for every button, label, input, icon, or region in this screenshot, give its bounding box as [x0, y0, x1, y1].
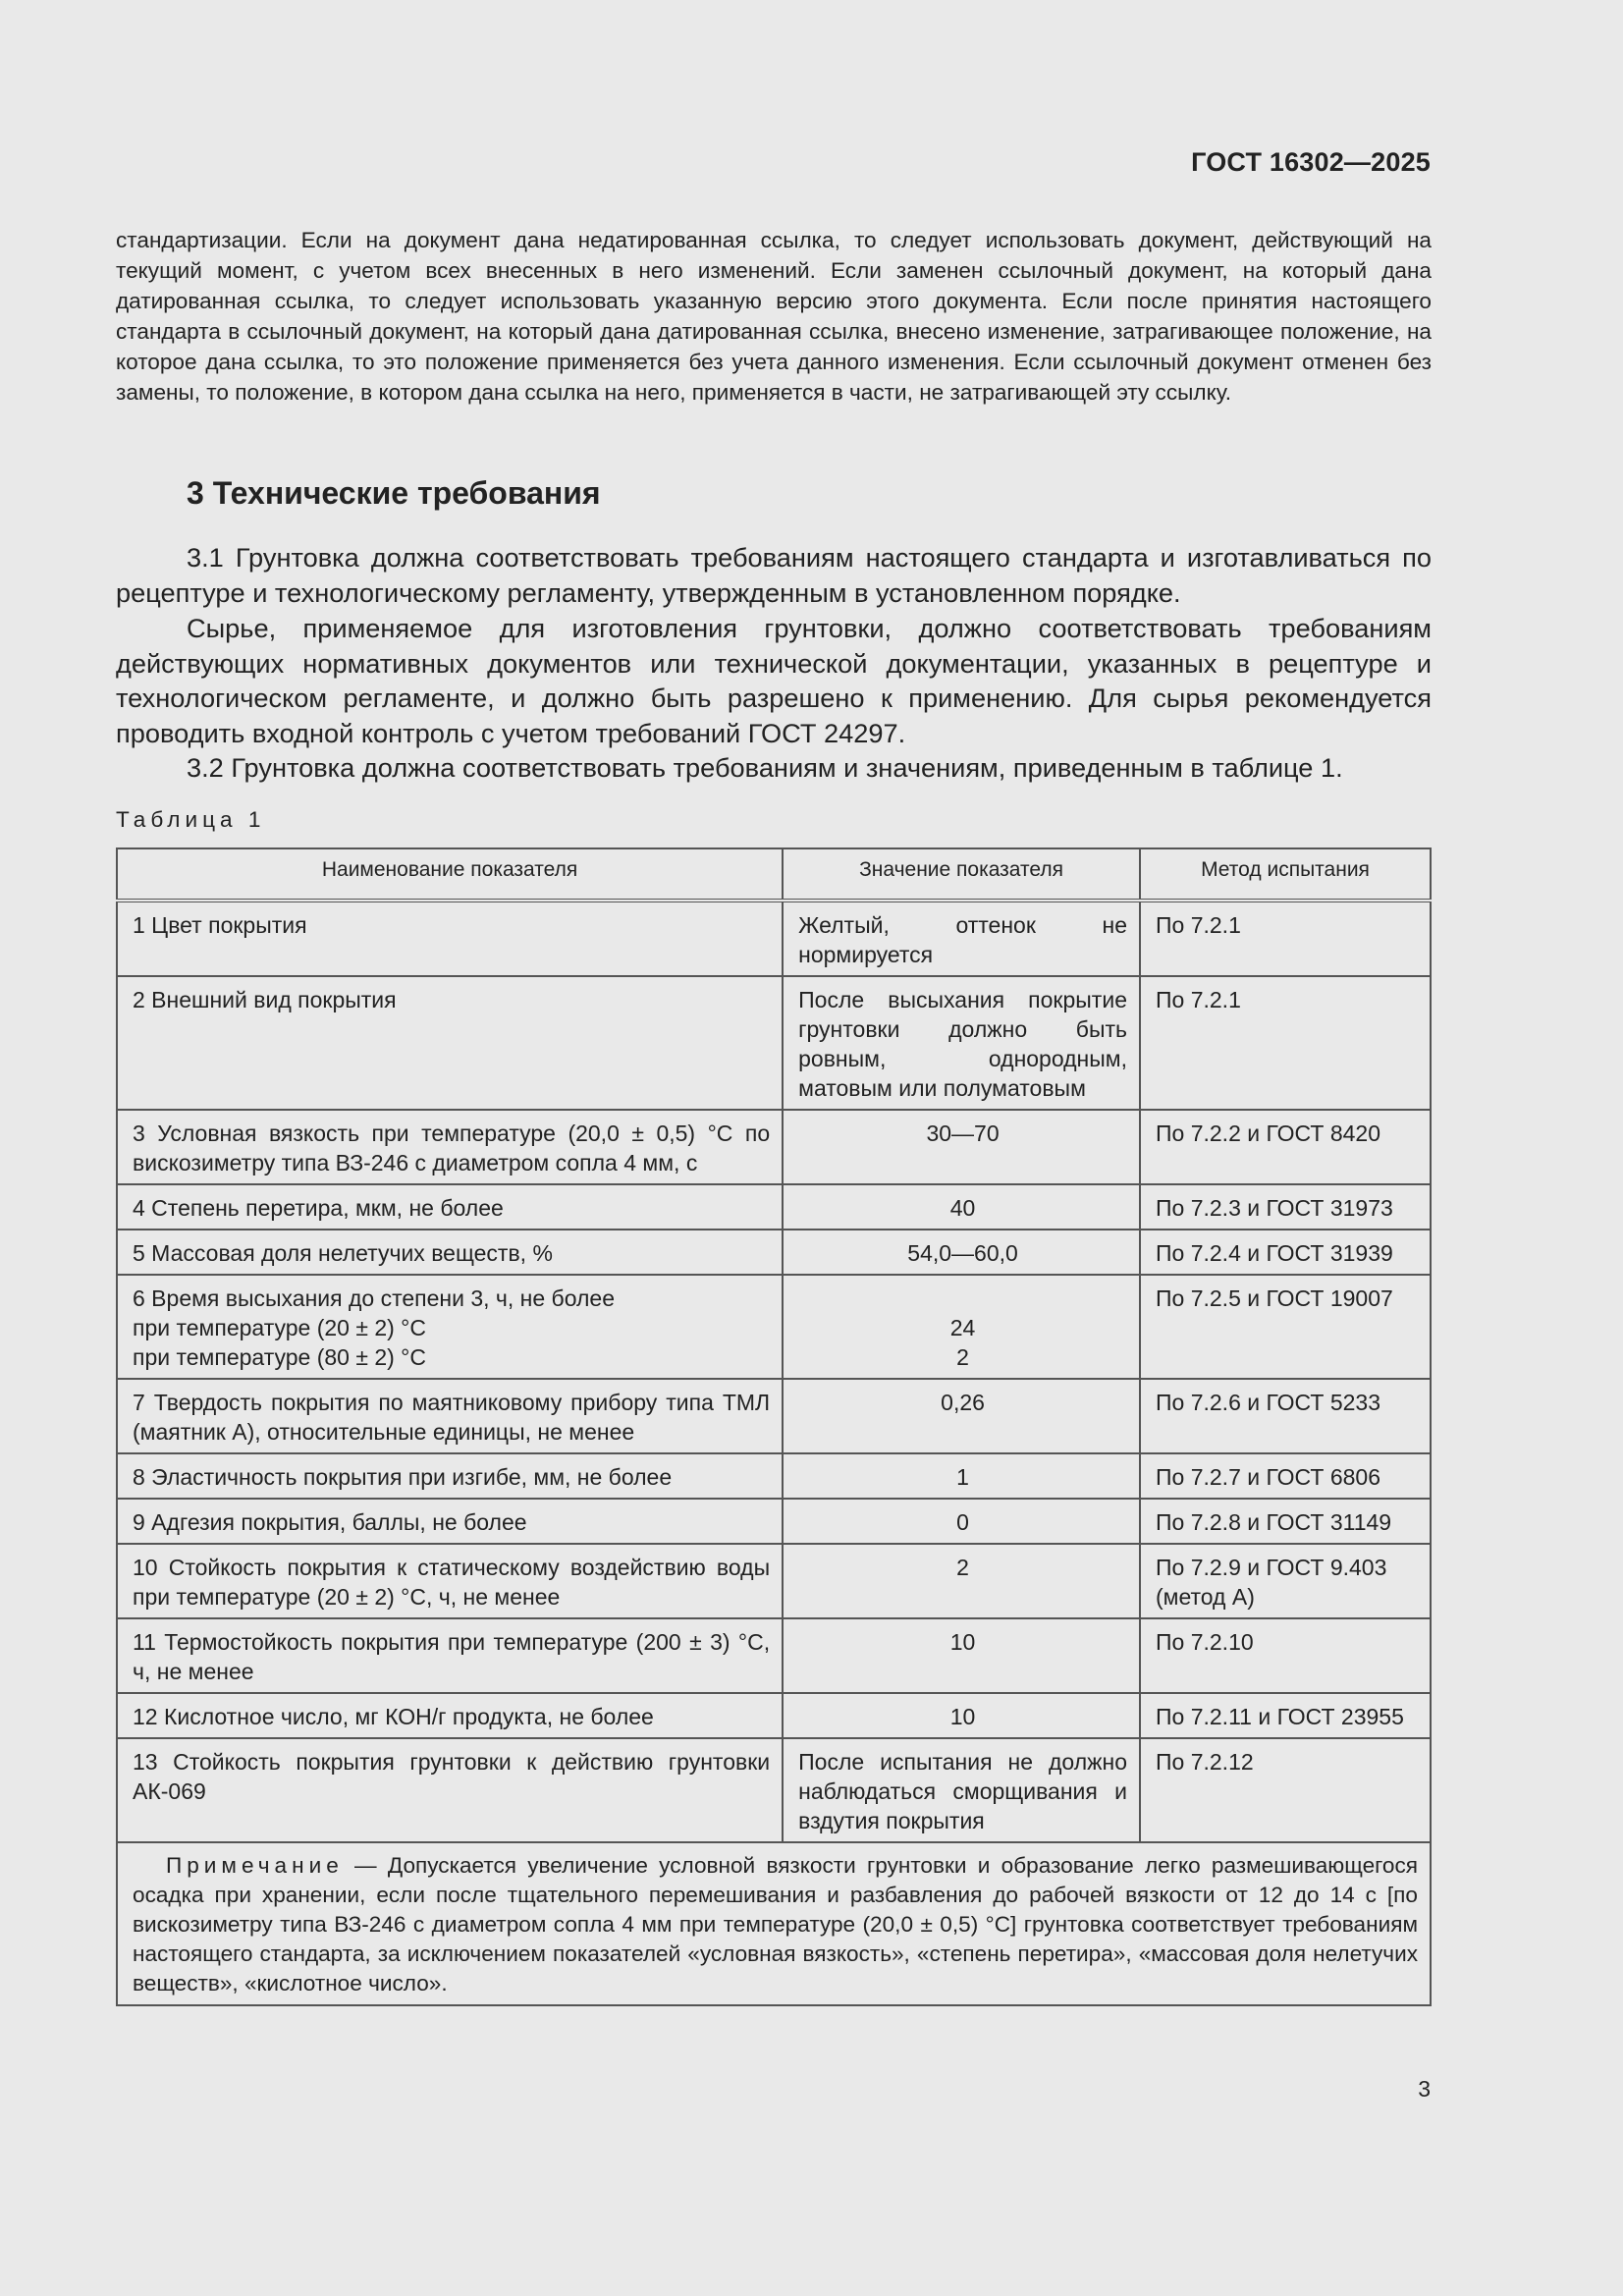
- test-method: По 7.2.3 и ГОСТ 31973: [1140, 1184, 1431, 1230]
- paragraph-raw-materials: [116, 611, 1432, 750]
- test-method: По 7.2.4 и ГОСТ 31939: [1140, 1230, 1431, 1275]
- table-row: [117, 1184, 1431, 1230]
- indicator-name: 10 Стойкость покрытия к статическому воздействию воды при температуре (20 ± 2) °С, ч, не менее: [117, 1544, 783, 1618]
- table-row: [117, 1499, 1431, 1544]
- header-indicator-name: Наименование показателя: [117, 848, 783, 901]
- table-row: [117, 1110, 1431, 1184]
- indicator-name-line: 6 Время высыхания до степени 3, ч, не более: [133, 1285, 616, 1311]
- indicator-value: [783, 1275, 1140, 1379]
- indicator-name: 7 Твердость покрытия по маятниковому прибору типа ТМЛ (маятник А), относительные единицы, не менее: [117, 1379, 783, 1453]
- indicator-value-line: 24: [949, 1315, 976, 1340]
- paragraph-3-2: [116, 750, 1432, 786]
- indicator-value: 10: [783, 1693, 1140, 1738]
- indicator-name: 5 Массовая доля нелетучих веществ, %: [117, 1230, 783, 1275]
- page-number: 3: [1418, 2076, 1431, 2102]
- note-label: Примечание: [166, 1853, 344, 1878]
- paragraph-3-1-text: 3.1 Грунтовка должна соответствовать требованиям настоящего стандарта и изготавливаться по рецептуре и технологическому регламенту, утвержденным в установленном порядке.: [116, 542, 1432, 608]
- table-row: [117, 1379, 1431, 1453]
- test-method: По 7.2.12: [1140, 1738, 1431, 1842]
- indicator-value-line: 2: [956, 1344, 969, 1370]
- table-row: [117, 1693, 1431, 1738]
- indicator-value: 10: [783, 1618, 1140, 1693]
- indicator-name: 11 Термостойкость покрытия при температуре (200 ± 3) °С, ч, не менее: [117, 1618, 783, 1693]
- indicator-name: 13 Стойкость покрытия грунтовки к действию грунтовки АК-069: [117, 1738, 783, 1842]
- indicator-value: 54,0—60,0: [783, 1230, 1140, 1275]
- test-method: По 7.2.7 и ГОСТ 6806: [1140, 1453, 1431, 1499]
- test-method: По 7.2.10: [1140, 1618, 1431, 1693]
- indicator-name: 3 Условная вязкость при температуре (20,0 ± 0,5) °С по вискозиметру типа ВЗ-246 с диаметром сопла 4 мм, с: [117, 1110, 783, 1184]
- indicator-value: 0,26: [783, 1379, 1140, 1453]
- test-method: По 7.2.2 и ГОСТ 8420: [1140, 1110, 1431, 1184]
- test-method: По 7.2.1: [1140, 901, 1431, 976]
- test-method: По 7.2.11 и ГОСТ 23955: [1140, 1693, 1431, 1738]
- header-indicator-value: Значение показателя: [783, 848, 1140, 901]
- indicator-name-line: при температуре (20 ± 2) °С: [133, 1315, 426, 1340]
- indicator-name-line: при температуре (80 ± 2) °С: [133, 1344, 426, 1370]
- table-header-row: [117, 848, 1431, 901]
- note-paragraph: [133, 1851, 1418, 1998]
- indicator-name: [117, 1275, 783, 1379]
- table-row: [117, 1453, 1431, 1499]
- paragraph-raw-materials-text: Сырье, применяемое для изготовления грунтовки, должно соответствовать требованиям действующих нормативных документов или технической документации, указанных в рецептуре и технологическом регламенте, и должно быть разрешено к применению. Для сырья рекомендуется проводить входной контроль с учетом требований ГОСТ 24297.: [116, 613, 1432, 748]
- table-row: [117, 1275, 1431, 1379]
- requirements-table: [116, 847, 1432, 2006]
- table-row: [117, 1738, 1431, 1842]
- document-code: ГОСТ 16302—2025: [1191, 147, 1431, 177]
- table-label: Таблица 1: [116, 807, 266, 832]
- indicator-name: 8 Эластичность покрытия при изгибе, мм, не более: [117, 1453, 783, 1499]
- paragraph-3-2-text: 3.2 Грунтовка должна соответствовать требованиям и значениям, приведенным в таблице 1.: [187, 752, 1343, 783]
- indicator-value: 1: [783, 1453, 1140, 1499]
- test-method: По 7.2.6 и ГОСТ 5233: [1140, 1379, 1431, 1453]
- indicator-name: 9 Адгезия покрытия, баллы, не более: [117, 1499, 783, 1544]
- indicator-value: После высыхания покрытие грунтовки должно быть ровным, однородным, матовым или полуматовым: [783, 976, 1140, 1110]
- intro-paragraph: стандартизации. Если на документ дана недатированная ссылка, то следует использовать документ, действующий на текущий момент, с учетом всех внесенных в него изменений. Если заменен ссылочный документ, на который дана датированная ссылка, то следует использовать указанную версию этого документа. Если после принятия настоящего стандарта в ссылочный документ, на который дана датированная ссылка, внесено изменение, затрагивающее положение, на которое дана ссылка, то это положение применяется без учета данного изменения. Если ссылочный документ отменен без замены, то положение, в котором дана ссылка на него, применяется в части, не затрагивающей эту ссылку.: [116, 228, 1432, 405]
- section-title: 3 Технические требования: [187, 475, 601, 511]
- test-method: По 7.2.8 и ГОСТ 31149: [1140, 1499, 1431, 1544]
- table-note: [117, 1842, 1431, 2005]
- indicator-name: 1 Цвет покрытия: [117, 901, 783, 976]
- indicator-value: Желтый, оттенок не нормируется: [783, 901, 1140, 976]
- paragraph-3-1: [116, 540, 1432, 610]
- table-note-row: [117, 1842, 1431, 2005]
- table-row: [117, 901, 1431, 976]
- indicator-value: 2: [783, 1544, 1140, 1618]
- indicator-name: 2 Внешний вид покрытия: [117, 976, 783, 1110]
- test-method: По 7.2.5 и ГОСТ 19007: [1140, 1275, 1431, 1379]
- note-text: — Допускается увеличение условной вязкости грунтовки и образование легко размешивающегося осадка при хранении, если после тщательного перемешивания и разбавления до рабочей вязкости от 12 до 14 с [по вискозиметру типа ВЗ-246 с диаметром сопла 4 мм при температуре (20,0 ± 0,5) °С] грунтовка соответствует требованиям настоящего стандарта, за исключением показателей «условная вязкость», «степень перетира», «массовая доля нелетучих веществ», «кислотное число».: [133, 1853, 1418, 1995]
- indicator-value-line: [798, 1284, 1127, 1313]
- table-row: [117, 976, 1431, 1110]
- indicator-value: 40: [783, 1184, 1140, 1230]
- header-test-method: Метод испытания: [1140, 848, 1431, 901]
- indicator-name: 4 Степень перетира, мкм, не более: [117, 1184, 783, 1230]
- table-row: [117, 1544, 1431, 1618]
- table-row: [117, 1230, 1431, 1275]
- indicator-value: После испытания не должно наблюдаться сморщивания и вздутия покрытия: [783, 1738, 1140, 1842]
- indicator-value: 0: [783, 1499, 1140, 1544]
- indicator-value: 30—70: [783, 1110, 1140, 1184]
- test-method: По 7.2.1: [1140, 976, 1431, 1110]
- table-row: [117, 1618, 1431, 1693]
- test-method: По 7.2.9 и ГОСТ 9.403 (метод А): [1140, 1544, 1431, 1618]
- indicator-name: 12 Кислотное число, мг КОН/г продукта, не более: [117, 1693, 783, 1738]
